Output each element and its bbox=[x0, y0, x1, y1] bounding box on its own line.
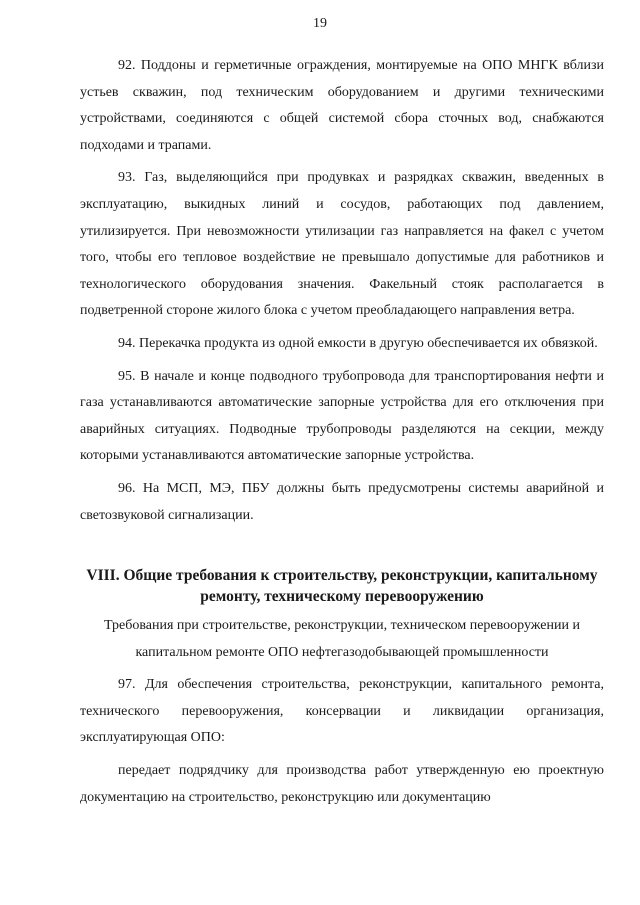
paragraph-95: 95. В начале и конце подводного трубопровода для транспортирования нефти и газа устанавливаются автоматические запорные устройства для его отключения при аварийных ситуациях. Подводные трубопроводы разделяются на секции, между которыми устанавливаются автоматические запорные устройства. bbox=[80, 368, 604, 464]
subsection-title: Требования при строительстве, реконструкции, техническом перевооружении и капитальном ремонте ОПО нефтегазодобывающей промышленности bbox=[104, 618, 580, 660]
document-body bbox=[80, 53, 604, 811]
page-number: 19 bbox=[313, 16, 327, 31]
paragraph-97-item: передает подрядчику для производства работ утвержденную ею проектную документацию на строительство, реконструкцию или документацию bbox=[80, 763, 604, 805]
section-title: VIII. Общие требования к строительству, реконструкции, капитальному ремонту, техническому перевооружению bbox=[86, 567, 598, 606]
paragraph-94: 94. Перекачка продукта из одной емкости в другую обеспечивается их обвязкой. bbox=[118, 335, 598, 351]
paragraph-97: 97. Для обеспечения строительства, реконструкции, капитального ремонта, технического перевооружения, консервации и ликвидации организация, эксплуатирующая ОПО: bbox=[80, 677, 604, 746]
paragraph-96: 96. На МСП, МЭ, ПБУ должны быть предусмотрены системы аварийной и светозвуковой сигнализации. bbox=[80, 480, 604, 523]
paragraph-93: 93. Газ, выделяющийся при продувках и разрядках скважин, введенных в эксплуатацию, выкидных линий и сосудов, работающих под давлением, утилизируется. При невозможности утилизации газ направляется на факел с учетом того, чтобы его тепловое воздействие не превышало допустимые для работников и технологического оборудования значения. Факельный стояк располагается в подветренной стороне жилого блока с учетом преобладающего направления ветра. bbox=[80, 170, 604, 319]
paragraph-92: 92. Поддоны и герметичные ограждения, монтируемые на ОПО МНГК вблизи устьев скважин, под техническим оборудованием и другими техническими устройствами, соединяются с общей системой сбора сточных вод, снабжаются подходами и трапами. bbox=[80, 58, 604, 153]
